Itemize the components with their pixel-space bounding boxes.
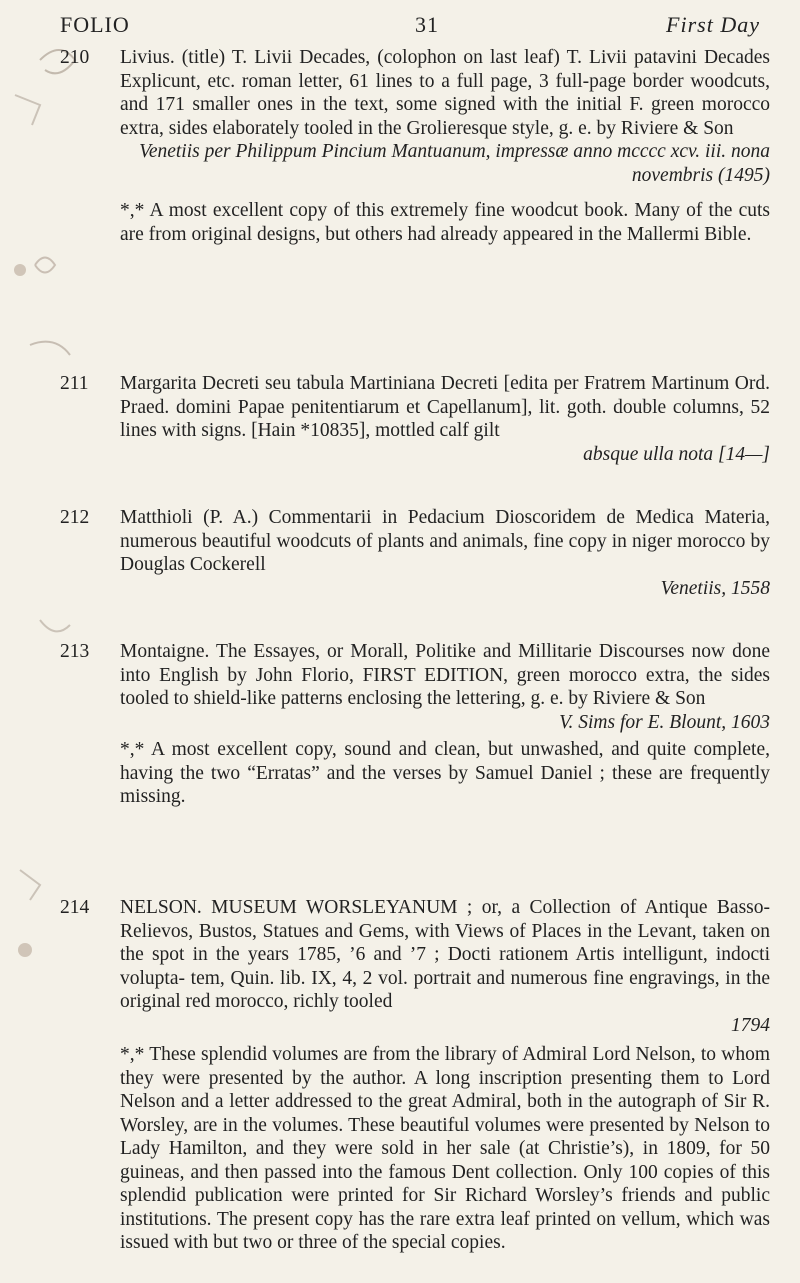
lot-description: NELSON. MUSEUM WORSLEYANUM ; or, a Collection of Antique Basso-Relievos, Bustos, Statues and Gems, with Views of Places in the Levant, taken on the spot in the years 1785, ’6 and ’7 ; Docti rationem Artis intelligunt, indocti volupta- tem, Quin. lib. IX, 4, 2 vol. portrait and numerous fine engravings, in the original red morocco, richly tooled	[120, 897, 770, 1012]
lot-210	[60, 46, 770, 246]
lot-number: 214	[60, 897, 90, 918]
lot-description: Montaigne. The Essayes, or Morall, Politike and Millitarie Discourses now done into English by John Florio, FIRST EDITION, green morocco extra, the sides tooled to shield-like patterns enclosing the lettering, g. e. by Riviere & Son	[120, 641, 770, 709]
lot-imprint: absque ulla nota [14—]	[583, 443, 770, 465]
lot-note: *,* These splendid volumes are from the library of Admiral Lord Nelson, to whom they were presented by the author. A long inscription presenting them to Lord Nelson and a letter addressed to the great Admiral, both in the autograph of Sir R. Worsley, are in the volumes. These beautiful volumes were presented by Nelson to Lady Hamilton, and they were sold in her sale (at Christie’s), in 1809, for 50 guineas, and then passed into the famous Dent collection. Only 100 copies of this splendid publication were printed for Sir Richard Worsley’s friends and public institutions. The present copy has the rare extra leaf printed on vellum, which was issued with but two or three of the special copies.	[120, 1044, 770, 1253]
lot-note: *,* A most excellent copy, sound and clean, but unwashed, and quite complete, having the two “Erratas” and the verses by Samuel Daniel ; these are frequently missing.	[120, 739, 770, 807]
lot-number: 213	[60, 641, 90, 662]
lot-imprint: Venetiis per Philippum Pincium Mantuanum, impressæ anno mcccc xcv. iii. nona novembris (1495)	[139, 141, 770, 186]
lot-imprint: V. Sims for E. Blount, 1603	[559, 711, 770, 733]
lot-212	[60, 506, 770, 600]
lot-number: 210	[60, 47, 90, 68]
lot-note: *,* A most excellent copy of this extremely fine woodcut book. Many of the cuts are from original designs, but others had already appeared in the Mallermi Bible.	[120, 200, 770, 245]
lot-description: Matthioli (P. A.) Commentarii in Pedacium Dioscoridem de Medica Materia, numerous beautiful woodcuts of plants and animals, fine copy in niger morocco by Douglas Cockerell	[120, 507, 770, 575]
lot-description: Livius. (title) T. Livii Decades, (colophon on last leaf) T. Livii patavini Decades Explicunt, etc. roman letter, 61 lines to a full page, 3 full-page border woodcuts, and 171 smaller ones in the text, some signed with the initial F. green morocco extra, sides elaborately tooled in the Grolieresque style, g. e. by Riviere & Son	[120, 47, 770, 139]
running-header	[60, 6, 760, 42]
lot-214	[60, 896, 770, 1255]
lot-imprint: Venetiis, 1558	[660, 577, 770, 599]
lot-number: 211	[60, 373, 89, 394]
lot-211	[60, 372, 770, 466]
lot-imprint: 1794	[731, 1014, 770, 1036]
lot-description: Margarita Decreti seu tabula Martiniana Decreti [edita per Fratrem Martinum Ord. Praed. domini Papae penitentiarum et Capellanum], lit. goth. double columns, 52 lines with signs. [Hain *10835], mottled calf gilt	[120, 373, 770, 441]
page-number: 31	[415, 12, 439, 37]
day-label: First Day	[666, 12, 760, 37]
margin-annotations-sketch	[0, 0, 110, 1283]
lot-213	[60, 640, 770, 809]
lot-number: 212	[60, 507, 90, 528]
folio-label: FOLIO	[60, 12, 130, 37]
